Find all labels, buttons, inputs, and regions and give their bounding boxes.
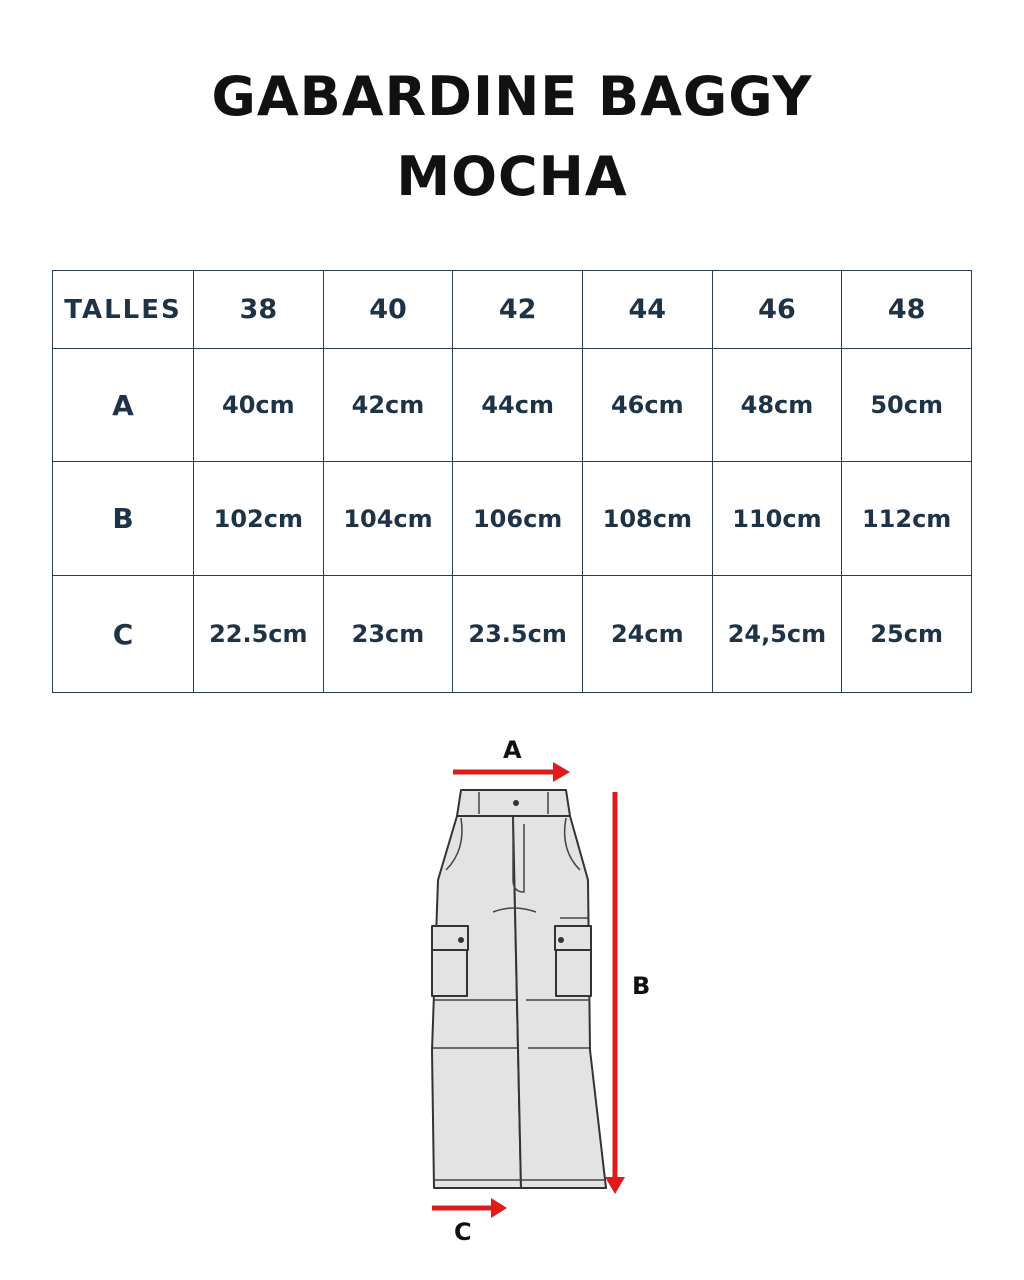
left-pocket-flap: [432, 926, 468, 950]
table-cell: 50cm: [842, 349, 972, 462]
table-cell: 25cm: [842, 576, 972, 693]
table-cell: 24cm: [582, 576, 712, 693]
table-cell: 112cm: [842, 462, 972, 576]
left-leg: [432, 816, 521, 1188]
table-cell: 104cm: [323, 462, 453, 576]
size-header: 48: [842, 271, 972, 349]
table-row: [53, 462, 972, 576]
size-header: 40: [323, 271, 453, 349]
right-cargo-pocket: [556, 948, 591, 996]
table-row: [53, 576, 972, 693]
table-cell: 102cm: [194, 462, 324, 576]
label-b: B: [632, 972, 651, 1000]
table-cell: 23cm: [323, 576, 453, 693]
header-label: TALLES: [53, 271, 194, 349]
table-row: [53, 349, 972, 462]
right-pocket-button: [558, 937, 564, 943]
table-header-row: [53, 271, 972, 349]
row-label: A: [53, 349, 194, 462]
pants-details: [433, 792, 605, 1180]
table-cell: 22.5cm: [194, 576, 324, 693]
arrow-a: [453, 762, 570, 782]
table-cell: 110cm: [712, 462, 842, 576]
arrow-b: [605, 792, 625, 1194]
size-chart-table: [52, 270, 972, 693]
title-line-2: MOCHA: [396, 145, 628, 208]
row-label: C: [53, 576, 194, 693]
waist-button: [513, 800, 519, 806]
pants-illustration: [432, 790, 606, 1188]
label-c: C: [454, 1218, 472, 1246]
left-cargo-pocket: [432, 948, 467, 996]
table-cell: 108cm: [582, 462, 712, 576]
row-label: B: [53, 462, 194, 576]
right-leg: [513, 816, 606, 1188]
title-line-1: GABARDINE BAGGY: [211, 65, 813, 128]
size-header: 44: [582, 271, 712, 349]
table-cell: 24,5cm: [712, 576, 842, 693]
left-pocket-button: [458, 937, 464, 943]
right-pocket-flap: [555, 926, 591, 950]
table-cell: 48cm: [712, 349, 842, 462]
size-header: 38: [194, 271, 324, 349]
waistband: [457, 790, 570, 816]
table-cell: 46cm: [582, 349, 712, 462]
size-header: 46: [712, 271, 842, 349]
table-cell: 106cm: [453, 462, 583, 576]
table-cell: 44cm: [453, 349, 583, 462]
table-cell: 40cm: [194, 349, 324, 462]
label-a: A: [503, 736, 522, 764]
table-cell: 23.5cm: [453, 576, 583, 693]
table-cell: 42cm: [323, 349, 453, 462]
size-header: 42: [453, 271, 583, 349]
arrow-c: [432, 1198, 507, 1218]
